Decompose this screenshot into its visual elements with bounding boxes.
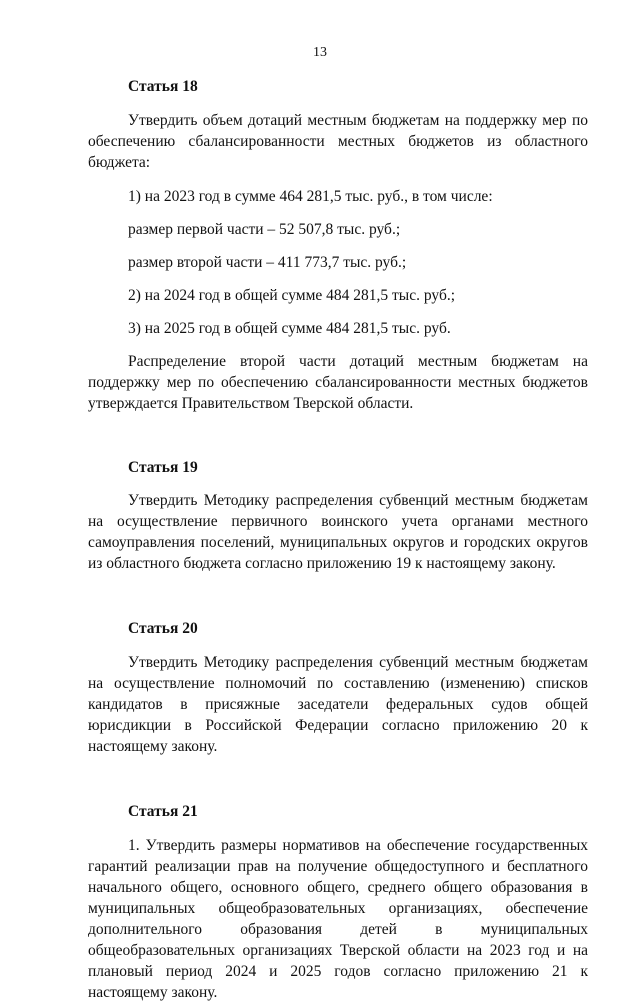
page-number: 13 [313, 45, 327, 60]
article-20 [88, 618, 588, 757]
list-item: размер первой части – 52 507,8 тыс. руб.; [128, 221, 401, 238]
list-item: 1) на 2023 год в сумме 464 281,5 тыс. руб., в том числе: [128, 188, 493, 205]
article-heading: Статья 19 [128, 459, 198, 476]
document-body [88, 76, 588, 1003]
article-19 [88, 457, 588, 574]
article-heading: Статья 20 [128, 620, 198, 637]
article-heading: Статья 21 [128, 803, 198, 820]
article-paragraph: 1. Утвердить размеры нормативов на обеспечение государственных гарантий реализации прав на получение общедоступного и бесплатного начального общего, основного общего, среднего общего образования в муниципальных общеобразовательных организациях, обеспечение дополнительного образования детей в муниципальных общеобразовательных организациях Тверской области на 2023 год и на плановый период 2024 и 2025 годов согласно приложению 21 к настоящему закону. [88, 837, 588, 1001]
list-item: 3) на 2025 год в общей сумме 484 281,5 тыс. руб. [128, 320, 451, 337]
article-heading: Статья 18 [128, 78, 198, 95]
article-paragraph: Утвердить объем дотаций местным бюджетам на поддержку мер по обеспечению сбалансированности местных бюджетов из областного бюджета: [88, 112, 588, 171]
article-paragraph: Распределение второй части дотаций местным бюджетам на поддержку мер по обеспечению сбалансированности местных бюджетов утверждается Правительством Тверской области. [88, 353, 588, 412]
article-paragraph: Утвердить Методику распределения субвенций местным бюджетам на осуществление полномочий по составлению (изменению) списков кандидатов в присяжные заседатели федеральных судов общей юрисдикции в Российской Федерации согласно приложению 20 к настоящему закону. [88, 654, 588, 755]
article-21 [88, 801, 588, 1003]
list-item: размер второй части – 411 773,7 тыс. руб.; [128, 254, 407, 271]
article-18 [88, 76, 588, 414]
list-item: 2) на 2024 год в общей сумме 484 281,5 тыс. руб.; [128, 287, 456, 304]
article-paragraph: Утвердить Методику распределения субвенций местным бюджетам на осуществление первичного воинского учета органами местного самоуправления поселений, муниципальных округов и городских округов из областного бюджета согласно приложению 19 к настоящему закону. [88, 492, 588, 572]
